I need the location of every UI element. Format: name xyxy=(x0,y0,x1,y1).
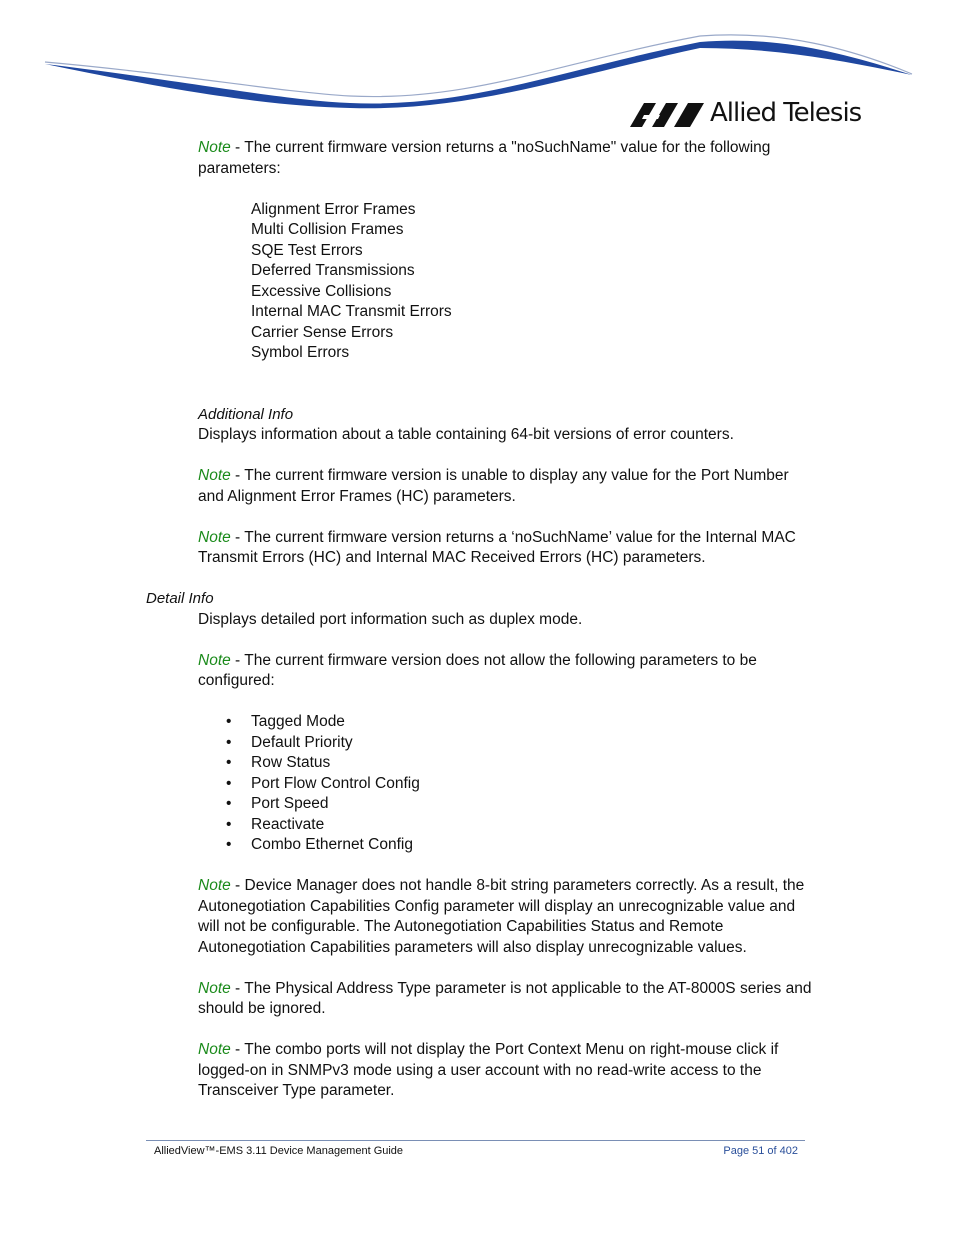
list-item: • Port Flow Control Config xyxy=(251,774,818,795)
note-text: - The combo ports will not display the Port Context Menu on right-mouse click if logged-on in SNMPv3 mode using a user account with no read-write access to the Transceiver Type parameter. xyxy=(198,1041,779,1099)
logo-text: Allied Telesis xyxy=(710,98,862,128)
logo-mark-icon xyxy=(630,100,706,128)
list-item: Multi Collision Frames xyxy=(251,221,404,238)
list-item: Alignment Error Frames xyxy=(251,200,416,218)
note-text: - The current firmware version does not allow the following parameters to be configured: xyxy=(198,651,757,689)
note-not-configurable xyxy=(198,651,818,692)
nosuchname-parameter-list xyxy=(198,200,818,364)
note-combo-ports xyxy=(198,1040,818,1102)
note-text: - The current firmware version is unable to display any value for the Port Number and Alignment Error Frames (HC) parameters. xyxy=(198,467,789,505)
additional-info-heading: Additional Info xyxy=(198,405,294,423)
note-label: Note xyxy=(198,979,231,997)
footer-page-number: Page 51 of 402 xyxy=(723,1145,798,1157)
note-text: - The current firmware version returns a ‘noSuchName’ value for the Internal MAC Transmit Errors (HC) and Internal MAC Received Errors (HC) parameters. xyxy=(198,528,796,566)
detail-info-text: Displays detailed port information such as duplex mode. xyxy=(198,610,583,628)
list-item: SQE Test Errors xyxy=(251,241,363,259)
list-item: • Row Status xyxy=(251,753,818,774)
list-item: • Tagged Mode xyxy=(251,712,818,733)
note-internal-mac xyxy=(198,528,818,569)
list-item: • Reactivate xyxy=(251,815,818,836)
footer-document-title: AlliedView™-EMS 3.11 Device Management Guide xyxy=(154,1145,404,1157)
list-item: Deferred Transmissions xyxy=(251,262,415,279)
footer-rule xyxy=(146,1140,805,1141)
additional-info-text: Displays information about a table containing 64-bit versions of error counters. xyxy=(198,426,734,443)
note-label: Note xyxy=(198,467,231,484)
list-item: • Default Priority xyxy=(251,733,818,754)
non-configurable-parameter-list xyxy=(198,712,818,856)
note-label: Note xyxy=(198,651,231,669)
note-firmware-nosuchname xyxy=(198,138,818,179)
list-item: Internal MAC Transmit Errors xyxy=(251,303,452,320)
company-logo xyxy=(630,100,870,134)
note-label: Note xyxy=(198,528,231,546)
note-text: - Device Manager does not handle 8-bit string parameters correctly. As a result, the Autonegotiation Capabilities Config parameter will display an unrecognizable value and will not be configurable. The Autonegotiation Capabilities Status and Remote Autonegotiation Capabilities parameters will also display unrecognizable values. xyxy=(198,877,805,956)
note-text: - The Physical Address Type parameter is not applicable to the AT-8000S series and should be ignored. xyxy=(198,979,812,1017)
note-label: Note xyxy=(198,139,231,156)
list-item: • Port Speed xyxy=(251,794,818,815)
list-item: Symbol Errors xyxy=(251,344,350,361)
note-8bit-strings xyxy=(198,876,818,958)
list-item: • Combo Ethernet Config xyxy=(251,835,818,856)
note-text: - The current firmware version returns a "noSuchName" value for the following parameters: xyxy=(198,139,771,177)
note-label: Note xyxy=(198,1041,231,1058)
note-port-number xyxy=(198,466,818,507)
document-body xyxy=(146,138,818,1102)
note-label: Note xyxy=(198,877,231,894)
note-physical-address-type xyxy=(198,979,818,1020)
detail-info-heading: Detail Info xyxy=(146,590,214,607)
list-item: Carrier Sense Errors xyxy=(251,323,394,341)
list-item: Excessive Collisions xyxy=(251,282,392,300)
